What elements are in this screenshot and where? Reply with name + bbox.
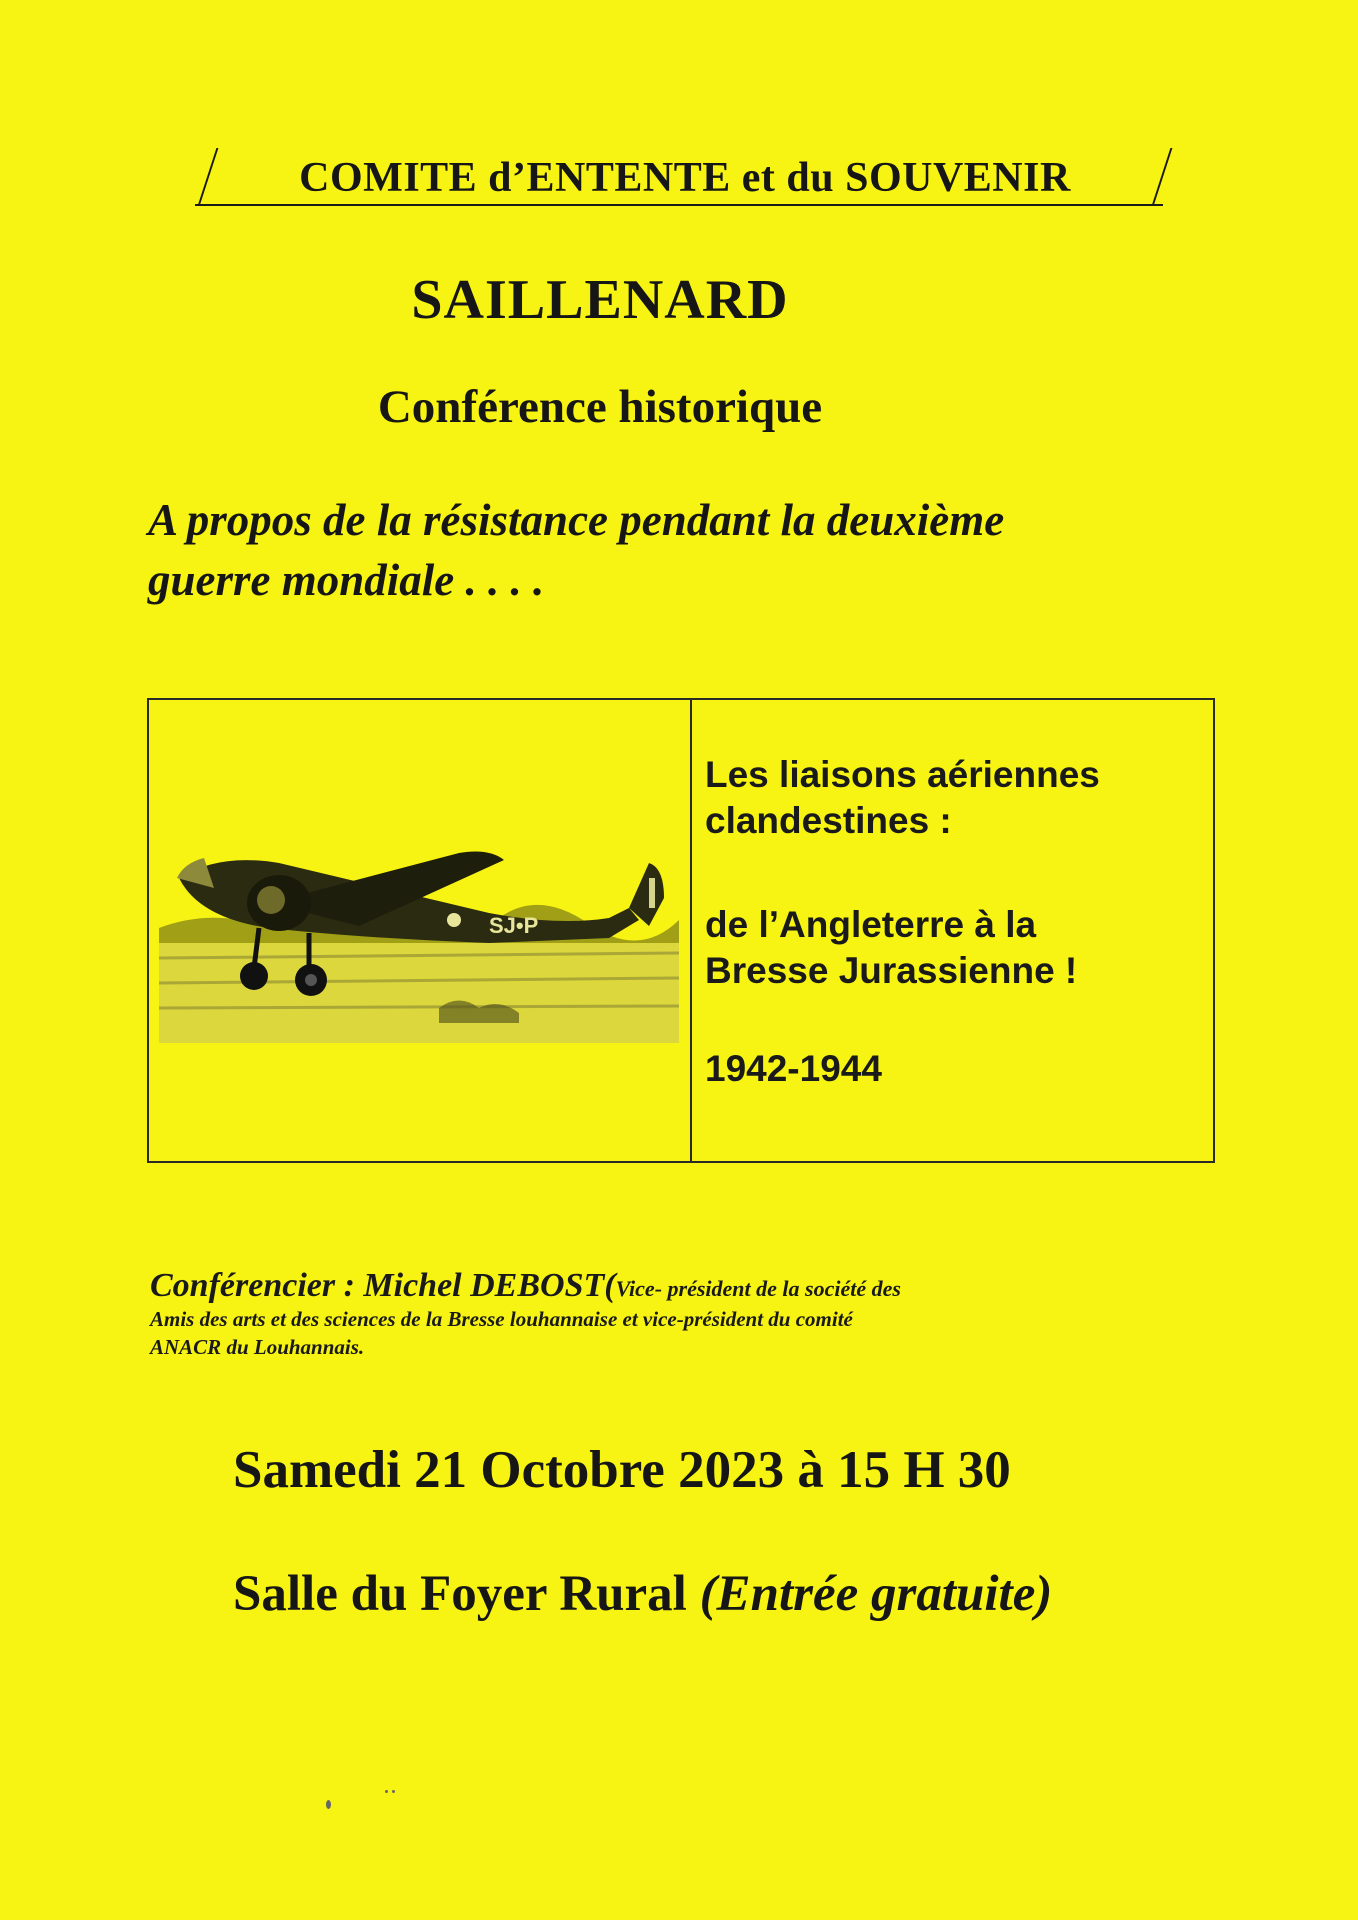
box-route-line-1: de l’Angleterre à la bbox=[705, 904, 1037, 945]
banner-underline bbox=[195, 204, 1163, 206]
header-banner bbox=[195, 148, 1175, 206]
organization-title: COMITE d’ENTENTE et du SOUVENIR bbox=[299, 155, 1071, 201]
speaker-bio bbox=[150, 1305, 1150, 1361]
box-description bbox=[705, 752, 1205, 1092]
scan-speck bbox=[392, 1790, 395, 1793]
town-name: SAILLENARD bbox=[411, 269, 789, 331]
box-route-line-2: Bresse Jurassienne ! bbox=[705, 950, 1078, 991]
conference-title: Conférence historique bbox=[377, 381, 823, 433]
subject-line-1: A propos de la résistance pendant la deuxième bbox=[148, 495, 1005, 545]
svg-text:SJ•P: SJ•P bbox=[489, 913, 539, 938]
event-venue bbox=[233, 1565, 1333, 1623]
speaker-bio-line-2: Amis des arts et des sciences de la Bresse louhannaise et vice-président du comité bbox=[150, 1307, 853, 1331]
venue-name: Salle du Foyer Rural bbox=[233, 1566, 700, 1622]
scan-speck bbox=[326, 1800, 331, 1809]
box-divider bbox=[690, 700, 692, 1161]
box-title-line-1: Les liaisons aériennes bbox=[705, 754, 1100, 795]
airplane-photo bbox=[159, 808, 679, 1043]
box-title-line-2: clandestines : bbox=[705, 800, 952, 841]
info-box bbox=[147, 698, 1215, 1163]
speaker-bio-line-1: Vice- président de la société des bbox=[615, 1276, 901, 1301]
conference-subject bbox=[148, 490, 1208, 610]
speaker-section bbox=[150, 1267, 1150, 1361]
speaker-label: Conférencier : Michel DEBOST( bbox=[150, 1267, 616, 1304]
box-years: 1942-1944 bbox=[705, 1048, 882, 1089]
event-date: Samedi 21 Octobre 2023 à 15 H 30 bbox=[233, 1441, 1011, 1499]
subject-line-2: guerre mondiale . . . . bbox=[148, 555, 545, 605]
speaker-bio-line-3: ANACR du Louhannais. bbox=[150, 1335, 365, 1359]
venue-entry-note: (Entrée gratuite) bbox=[699, 1566, 1053, 1622]
scan-speck bbox=[385, 1790, 388, 1793]
